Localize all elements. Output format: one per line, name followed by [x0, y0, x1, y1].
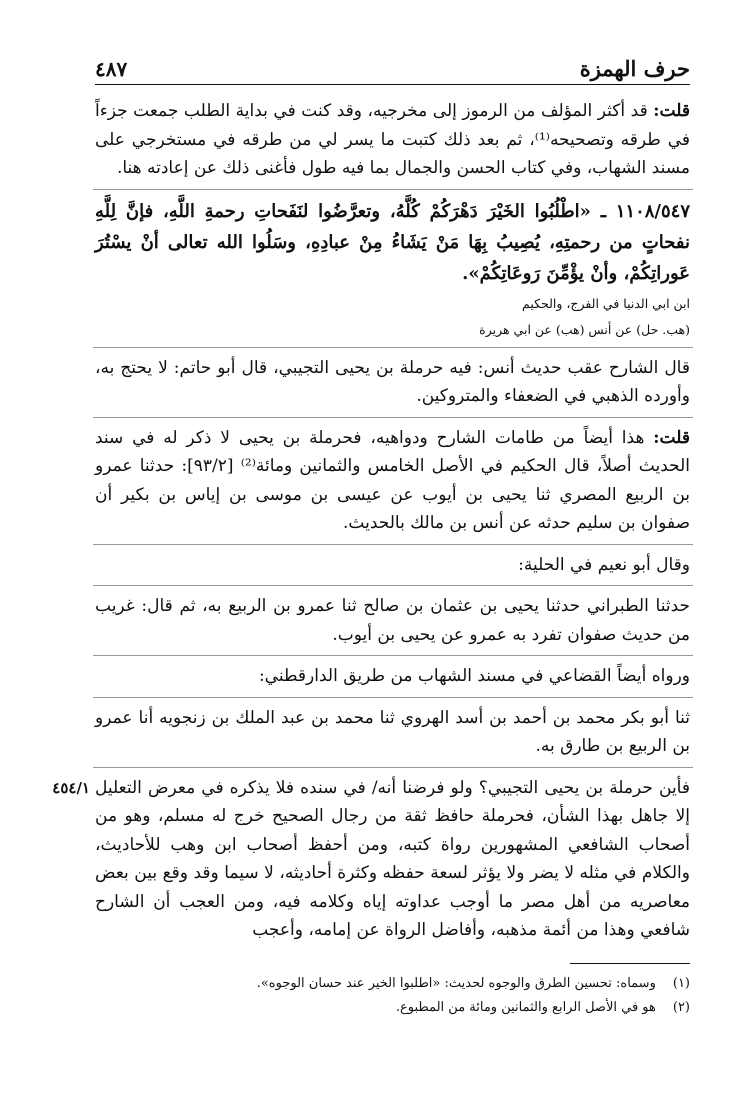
margin-reference: ٤٥٤/١	[52, 778, 90, 797]
chapter-title: حرف الهمزة	[579, 56, 690, 81]
page-header	[95, 40, 690, 85]
section-divider	[93, 544, 693, 545]
section-divider	[93, 655, 693, 656]
paragraph: وقال أبو نعيم في الحلية:	[518, 554, 690, 575]
page-number: ٤٨٧	[95, 57, 128, 81]
section-divider	[93, 767, 693, 768]
paragraph-text: قد أكثر المؤلف من الرموز إلى مخرجيه، وقد كنت في بداية الطلب جمعت جزءاً في طرقه وتصحيحه⁽¹⁾، ثم بعد ذلك كتبت ما يسر لي من طرقه في مستخرجي على مسند الشهاب، وفي كتاب الحسن والجمال بما فيه طول فأغنى ذلك عن إعادته هنا.	[95, 101, 691, 178]
section-divider	[93, 585, 693, 586]
paragraph: فأين حرملة بن يحيى التجيبي؟ ولو فرضنا أنه/ في سنده فلا يذكره في معرض التعليل إلا جاهل بهذا الشأن، فحرملة حافظ ثقة من رجال الصحيح خرج له مسلم، وهو من أصحاب الشافعي المشهورين رواة كتبه، ومن أحفظ أصحاب ابن وهب للأحاديث، والكلام في مثله لا يضر ولا يؤثر لسعة حفظه وكثرة أحاديثه، لا سيما وقد وقع بين بعض معاصريه من أهل مصر ما أوجب عداوته إياه وكلامه فيه، ومن العجب أن الشارح شافعي وهذا من أئمة مذهبه، وأفاضل الرواة عن إمامه، وأعجب	[95, 777, 690, 940]
paragraph-lead: قلت:	[653, 101, 690, 121]
hadith-source-line: (هب. حل) عن أنس (هب) عن ابي هريرة	[479, 321, 690, 337]
paragraph-lead: قلت:	[653, 427, 690, 448]
footnote-divider	[570, 963, 690, 964]
paragraph: حدثنا الطبراني حدثنا يحيى بن عثمان بن صالح ثنا عمرو بن الربيع به، ثم قال: غريب من حديث صفوان تفرد به عمرو عن يحيى بن أيوب.	[95, 596, 690, 645]
footnote-number: (٢)	[672, 999, 690, 1015]
hadith-text: ١١٠٨/٥٤٧ ـ «اطْلُبُوا الخَيْرَ دَهْرَكُمْ كُلَّهُ، وتعرَّضُوا لنَفَحاتِ رحمةِ اللَّهِ، فإنَّ لِلَّهِ نفحاتٍ من رحمتِهِ، يُصِيبُ بِهَا مَنْ يَشَاءُ مِنْ عبادِهِ، وسَلُوا الله تعالى أنْ يسْتُرَ عَوراتِكُمْ، وأنْ يؤْمِّنَ رَوعَاتِكُمْ».	[95, 200, 690, 284]
paragraph-block	[52, 774, 690, 945]
footnote	[95, 972, 690, 996]
paragraph: ثنا أبو بكر محمد بن أحمد بن أسد الهروي ثنا محمد بن عبد الملك بن زنجويه أنا عمرو بن الربيع بن طارق به.	[95, 707, 690, 756]
section-divider	[93, 697, 693, 698]
book-page	[52, 40, 691, 1080]
paragraph: قال الشارح عقب حديث أنس: فيه حرملة بن يحيى التجيبي، قال أبو حاتم: لا يحتج به، وأورده الذهبي في الضعفاء والمتروكين.	[95, 357, 690, 406]
footnote-text: وسماه: تحسين الطرق والوجوه لحديث: «اطلبوا الخير عند حسان الوجوه».	[256, 975, 656, 991]
footnote-text: هو في الأصل الرابع والثمانين ومائة من المطبوع.	[395, 999, 656, 1015]
hadith-source-line: ابن ابي الدنيا في الفرج، والحكيم	[522, 295, 690, 311]
section-divider	[93, 347, 693, 348]
section-divider	[93, 417, 693, 418]
paragraph-text: هذا أيضاً من طامات الشارح ودواهيه، فحرملة بن يحيى لا ذكر له في سند الحديث أصلاً، قال الحكيم في الأصل الخامس والثمانين ومائة⁽²⁾ [٩٣/٢]: حدثنا عمرو بن الربيع المصري ثنا يحيى بن أيوب عن عيسى بن موسى بن إياس بن بكير أن صفوان بن سليم حدثه عن أنس بن مالك بالحديث.	[95, 427, 690, 533]
paragraph	[95, 97, 690, 183]
footnote	[95, 996, 690, 1020]
footnote-number: (١)	[672, 975, 690, 991]
paragraph	[95, 424, 690, 538]
section-divider	[93, 189, 693, 190]
page-body	[52, 85, 691, 1020]
paragraph: ورواه أيضاً القضاعي في مسند الشهاب من طريق الدارقطني:	[258, 666, 690, 686]
